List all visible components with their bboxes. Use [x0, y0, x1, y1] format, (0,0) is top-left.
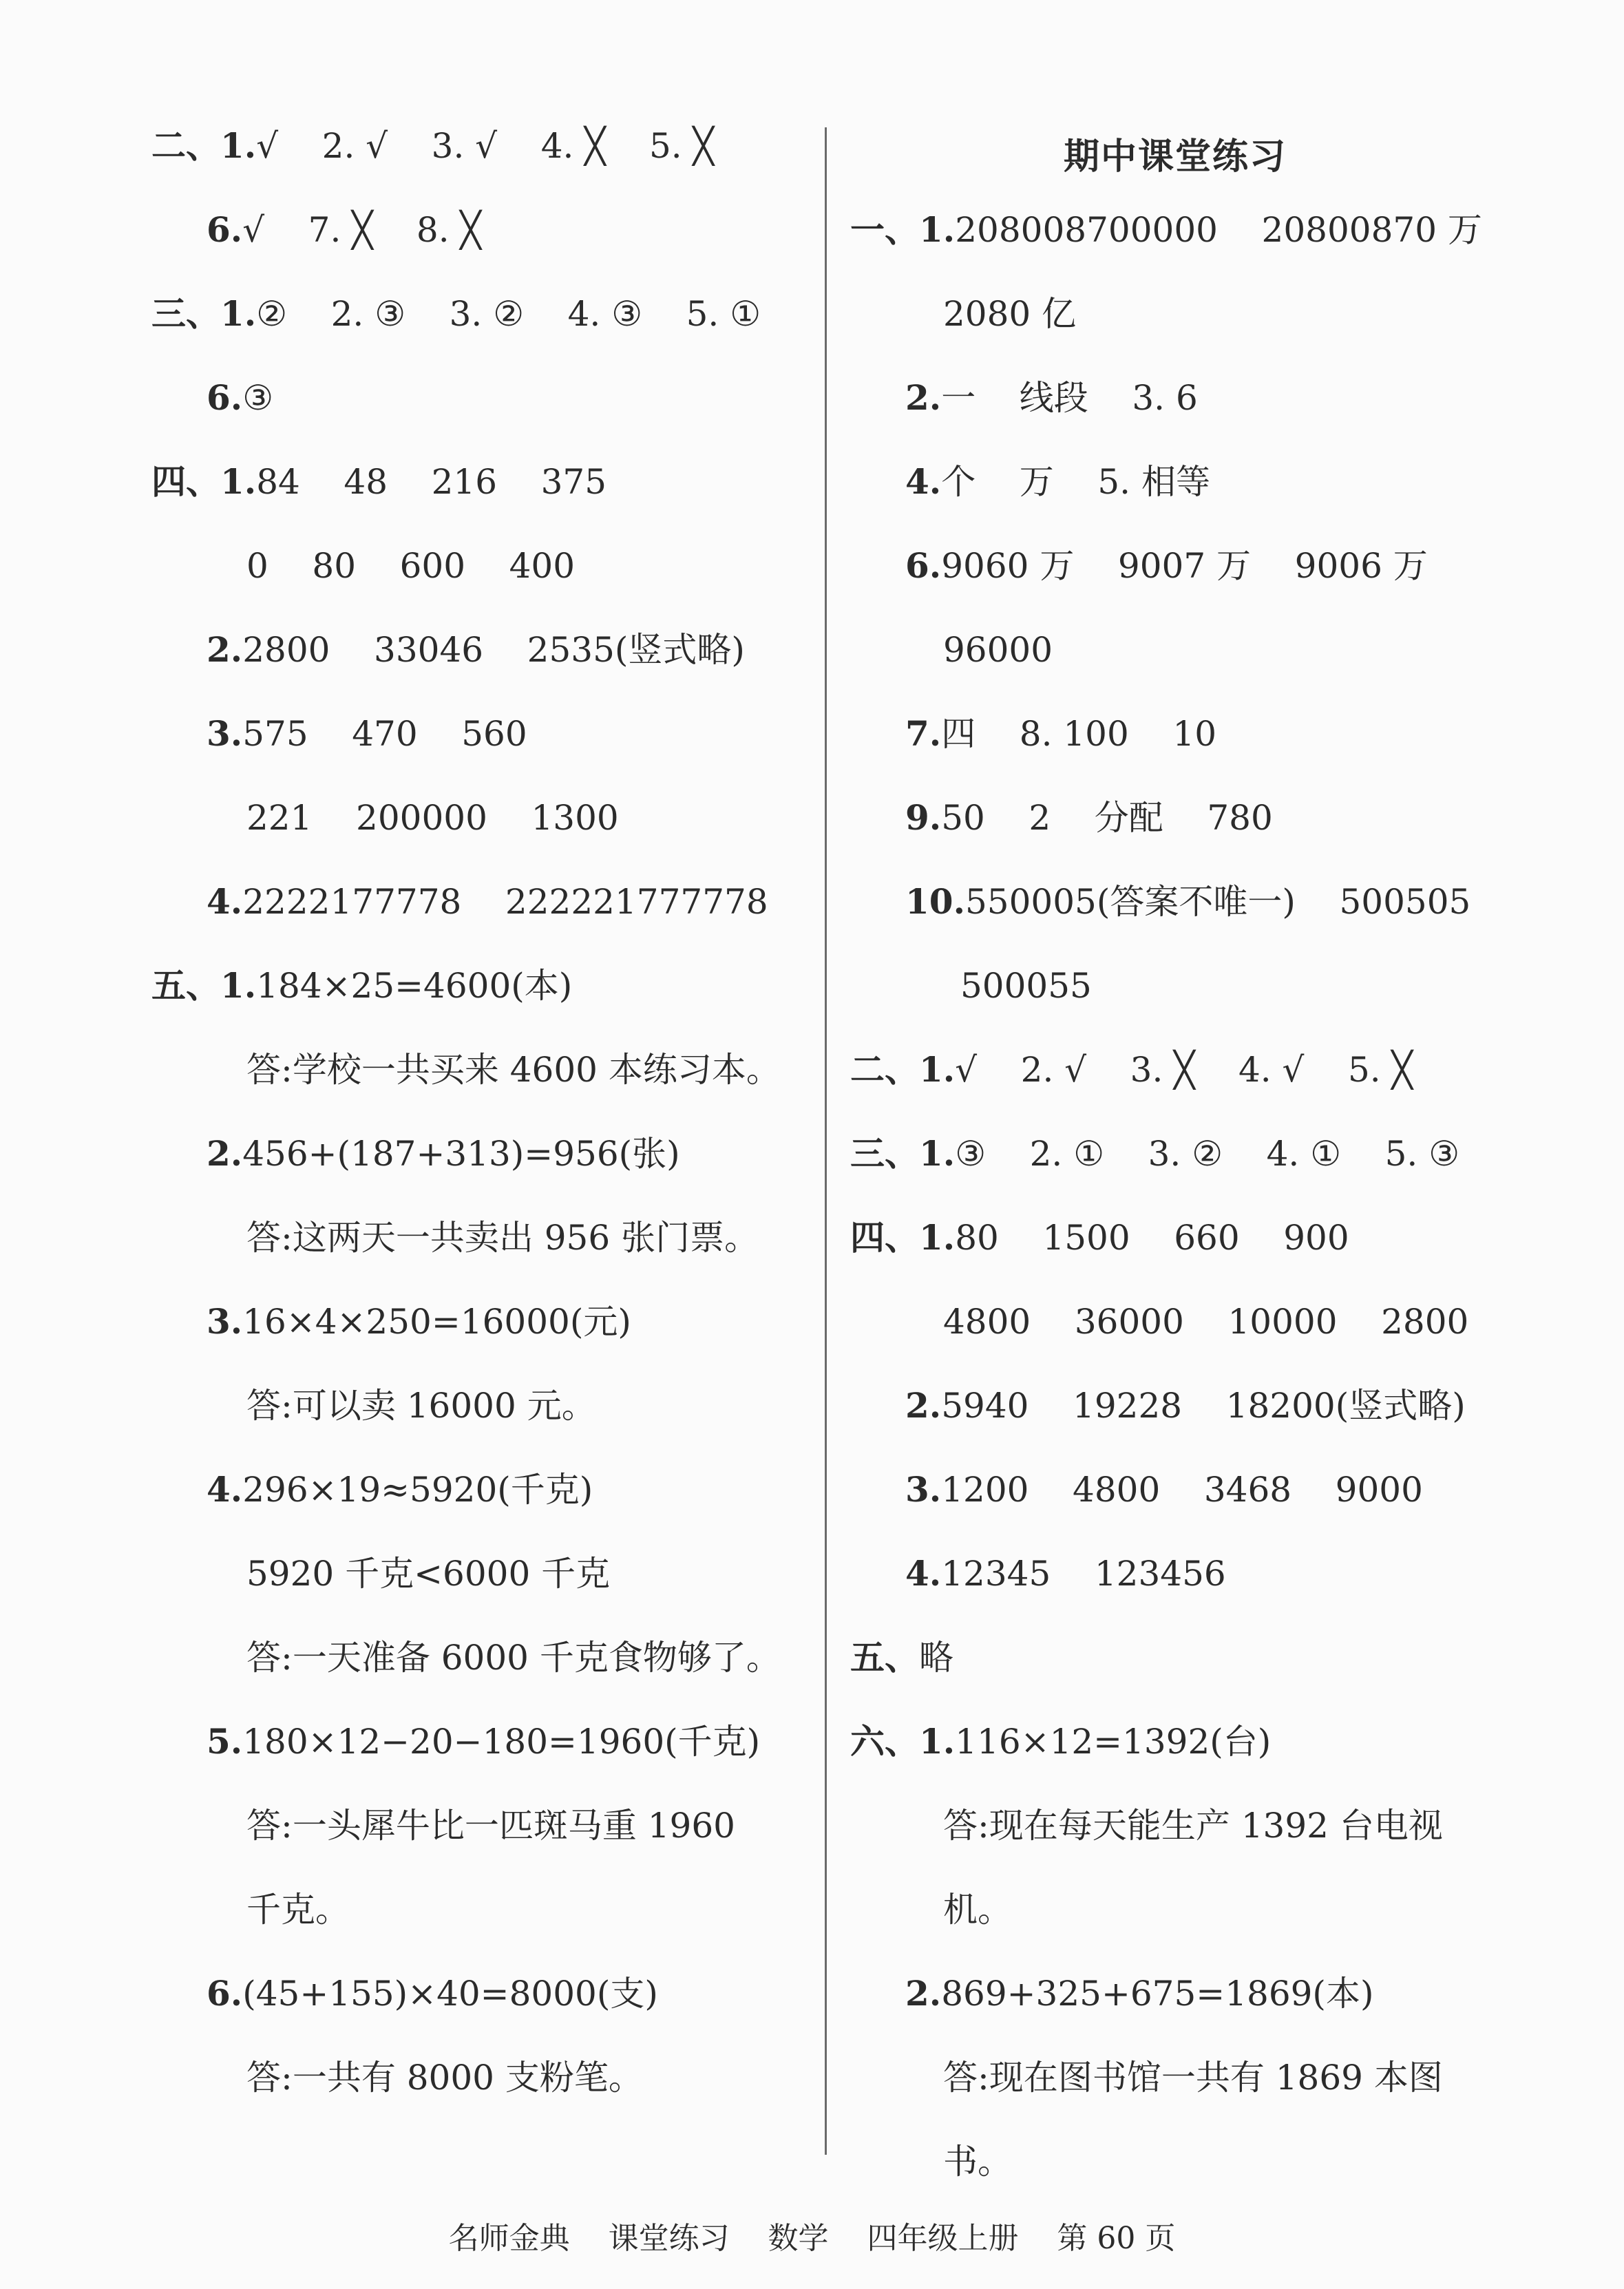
- answer-line: 96000: [943, 630, 1053, 670]
- answer-line: 6.9060 万 9007 万 9006 万: [905, 545, 1428, 586]
- answer-line: 三、1.② 2. ③ 3. ② 4. ③ 5. ①: [151, 293, 761, 334]
- answer-line: 一、1.208008700000 20800870 万: [850, 209, 1482, 250]
- answer-line: 5920 千克<6000 千克: [246, 1554, 611, 1594]
- answer-line: 答:一共有 8000 支粉笔。: [246, 2058, 643, 2098]
- answer-line: 6.√ 7. ╳ 8. ╳: [207, 209, 481, 250]
- section-title: 期中课堂练习: [1064, 136, 1287, 178]
- answer-line: 2.456+(187+313)=956(张): [207, 1133, 680, 1174]
- answer-line: 4.2222177778 222221777778: [207, 881, 768, 922]
- answer-line: 答:一天准备 6000 千克食物够了。: [246, 1638, 781, 1678]
- answer-line: 五、略: [850, 1637, 953, 1678]
- answer-line: 6.③: [207, 377, 274, 418]
- answer-line: 答:学校一共买来 4600 本练习本。: [246, 1050, 781, 1090]
- answer-line: 3.16×4×250=16000(元): [207, 1301, 631, 1342]
- answer-line: 2.5940 19228 18200(竖式略): [905, 1385, 1466, 1426]
- answer-line: 2.869+325+675=1869(本): [905, 1973, 1374, 2014]
- answer-line: 7.四 8. 100 10: [905, 713, 1217, 754]
- column-divider: [825, 127, 827, 2155]
- answer-line: 5.180×12−20−180=1960(千克): [207, 1721, 761, 1762]
- answer-line: 10.550005(答案不唯一) 500505: [905, 881, 1471, 922]
- answer-line: 二、1.√ 2. √ 3. √ 4. ╳ 5. ╳: [151, 125, 714, 166]
- answer-line: 答:可以卖 16000 元。: [246, 1386, 596, 1426]
- answer-line: 4.296×19≈5920(千克): [207, 1469, 593, 1510]
- answer-line: 0 80 600 400: [246, 546, 576, 586]
- answer-line: 千克。: [246, 1890, 350, 1930]
- answer-line: 3.1200 4800 3468 9000: [905, 1469, 1423, 1510]
- answer-line: 六、1.116×12=1392(台): [850, 1721, 1272, 1762]
- answer-line: 221 200000 1300: [246, 798, 619, 838]
- answer-line: 500055: [960, 966, 1092, 1006]
- answer-line: 3.575 470 560: [207, 713, 527, 754]
- answer-line: 4.12345 123456: [905, 1553, 1226, 1594]
- answer-line: 机。: [943, 1890, 1012, 1930]
- answer-line: 五、1.184×25=4600(本): [151, 965, 573, 1006]
- answer-line: 2080 亿: [943, 294, 1077, 334]
- answer-line: 2.2800 33046 2535(竖式略): [207, 629, 745, 670]
- answer-line: 2.一 线段 3. 6: [905, 377, 1198, 418]
- answer-line: 二、1.√ 2. √ 3. ╳ 4. √ 5. ╳: [850, 1049, 1413, 1090]
- answer-line: 4.个 万 5. 相等: [905, 461, 1210, 502]
- answer-line: 四、1.84 48 216 375: [151, 461, 607, 502]
- answer-line: 4800 36000 10000 2800: [943, 1302, 1469, 1342]
- answer-line: 四、1.80 1500 660 900: [850, 1217, 1349, 1258]
- answer-line: 答:现在每天能生产 1392 台电视: [943, 1806, 1443, 1846]
- answer-line: 6.(45+155)×40=8000(支): [207, 1973, 658, 2014]
- page-footer: 名师金典 课堂练习 数学 四年级上册 第 60 页: [448, 2221, 1176, 2256]
- answer-line: 书。: [943, 2142, 1012, 2182]
- answer-line: 9.50 2 分配 780: [905, 797, 1273, 838]
- answer-line: 答:现在图书馆一共有 1869 本图: [943, 2058, 1443, 2098]
- answer-line: 答:这两天一共卖出 956 张门票。: [246, 1218, 759, 1258]
- answer-line: 答:一头犀牛比一匹斑马重 1960: [246, 1806, 735, 1846]
- answer-line: 三、1.③ 2. ① 3. ② 4. ① 5. ③: [850, 1133, 1460, 1174]
